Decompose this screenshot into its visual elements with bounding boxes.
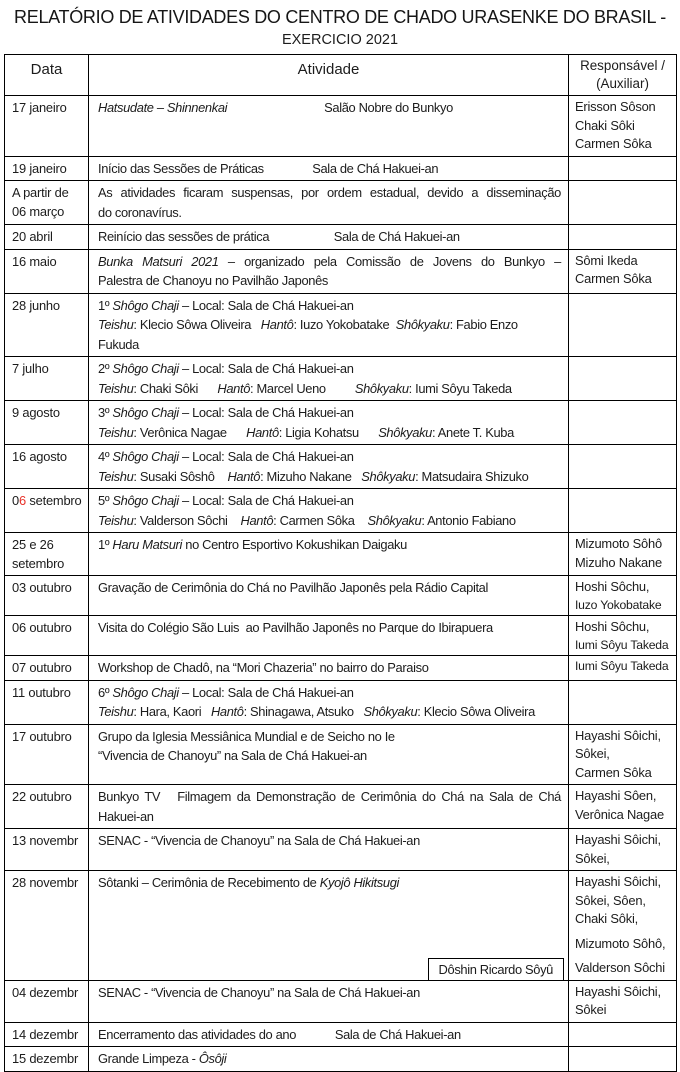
date-cell [5,680,89,724]
date-cell [5,576,89,616]
text-segment: – Local: Sala de Chá Hakuei-an [178,684,354,700]
text-segment: 28 junho [12,297,60,313]
activity-cell [89,357,569,401]
text-segment: no Centro Esportivo Kokushikan Daigaku [182,537,407,552]
responsible-cell [569,616,677,656]
text-segment: – Local: Sala de Chá Hakuei-an [178,405,354,420]
activity-cell [89,156,569,181]
date-line [12,727,86,746]
responsible-cell [569,96,677,157]
text-segment: 6 [18,493,26,508]
responsible-cell [569,1022,677,1047]
date-cell [5,357,89,401]
activity-line [98,831,561,851]
activity-line [98,467,561,487]
date-cell [5,785,89,829]
activity-cell [89,249,569,293]
activity-line [98,423,561,443]
text-segment: : Valderson Sôchi [133,512,241,528]
date-line [12,447,86,466]
activity-line [98,271,561,291]
date-line [12,359,86,378]
text-segment: Kyojô Hikitsugi [319,875,400,890]
activity-line [98,746,561,766]
text-segment: : Mizuho Nakane [260,468,362,484]
date-line [12,252,86,271]
responsible-line: Mizumoto Sôhô [575,536,662,551]
activity-line [98,227,561,247]
table-row [5,445,677,489]
text-segment: Shôgo Chaji [112,684,179,700]
responsible-line: Sôkei, [575,746,610,761]
activity-cell [89,785,569,829]
date-cell [5,533,89,576]
text-segment: Shôgo Chaji [112,405,179,420]
table-row [5,225,677,250]
text-segment: setembro [25,493,82,508]
report-title: RELATÓRIO DE ATIVIDADES DO CENTRO DE CHADO URASENKE DO BRASIL - [14,7,666,27]
responsible-line: Mizuho Nakane [575,554,662,570]
responsible-cell [569,181,677,225]
date-cell [5,96,89,157]
responsible-cell [569,980,677,1022]
text-segment: : Klecio Sôwa Oliveira [133,317,261,332]
date-line [12,202,86,221]
text-segment: Reinício das sessões de prática Sala de Chá Hakuei-an [98,229,460,244]
date-line [12,1025,86,1044]
text-segment: Grupo da Iglesia Messiânica Mundial e de Seicho no Ie [98,728,395,744]
activity-line [98,618,561,638]
table-row [5,576,677,616]
text-segment: SENAC - “Vivencia de Chanoyu” na Sala de Chá Hakuei-an [98,984,420,1000]
date-line [12,618,86,637]
activity-cell [89,656,569,681]
text-segment: 06 outubro [12,620,72,635]
header-responsible [569,55,677,96]
table-row [5,724,677,785]
text-segment: do coronavírus. [98,204,182,220]
activity-line [98,873,561,893]
activity-line [98,403,561,423]
date-cell [5,1022,89,1047]
activity-line [98,252,561,272]
text-segment: 19 janeiro [12,160,67,176]
text-segment: : Carmen Sôka [273,512,368,528]
text-segment: 04 dezembr [12,984,79,1000]
activity-cell [89,489,569,533]
responsible-cell [569,445,677,489]
activity-cell [89,1047,569,1072]
table-row [5,489,677,533]
activity-cell [89,1022,569,1047]
activity-line [98,658,561,678]
header-responsible-line1: Responsável / [580,58,665,73]
activities-table [4,54,677,1072]
text-segment: Bunkyo TV Filmagem da Demonstração de Cerimônia do Chá na Sala de Chá [98,789,561,804]
header-row [5,55,677,96]
date-line [12,98,86,117]
date-cell [5,489,89,533]
responsible-line: Carmen Sôka [575,764,652,780]
text-segment: As atividades ficaram suspensas, por ordem estadual, devido a disseminação [98,185,561,200]
table-row [5,829,677,871]
text-segment: – Local: Sala de Chá Hakuei-an [178,361,354,376]
responsible-line: Hayashi Sôichi, [575,727,661,743]
date-line [12,831,86,850]
text-segment: Hantô [217,380,251,396]
responsible-cell [569,785,677,829]
text-segment: : Antonio Fabiano [421,512,516,528]
date-line [12,403,86,422]
table-row [5,156,677,181]
activity-line [98,1049,561,1069]
text-segment: : Verônica Nagae [133,424,247,440]
activity-line [98,702,561,722]
activity-line [98,983,561,1003]
date-line [12,983,86,1002]
header-date: Data [5,55,89,96]
text-segment: : Klecio Sôwa Oliveira [417,704,535,719]
header-responsible-line2: (Auxiliar) [596,76,649,91]
text-segment: Visita do Colégio São Luis ao Pavilhão Japonês no Parque do Ibirapuera [98,620,493,635]
text-segment: 17 outubro [12,728,72,744]
date-line [12,159,86,178]
note-box: Dôshin Ricardo Sôyû [428,958,564,981]
text-segment: – Local: Sala de Chá Hakuei-an [178,449,354,464]
text-segment: : Fabio Enzo Fukuda [98,317,521,352]
text-segment: Gravação de Cerimônia do Chá no Pavilhão Japonês pela Rádio Capital [98,580,489,595]
date-line [12,535,86,554]
table-row [5,616,677,656]
text-segment: Shôkyaku [367,512,422,528]
report-subtitle: EXERCICIO 2021 [281,32,399,48]
responsible-cell [569,293,677,357]
text-segment: 3º [98,405,113,420]
date-cell [5,156,89,181]
date-line [12,658,86,677]
activity-cell [89,829,569,871]
text-segment: 14 dezembr [12,1026,79,1042]
text-segment: : Anete T. Kuba [432,424,514,440]
text-segment: 07 outubro [12,660,72,675]
text-segment: Shôkyaku [378,424,432,440]
text-segment: – organizado pela Comissão de Jovens do Bunkyo – [218,253,561,269]
date-line [12,873,86,892]
text-segment: Grande Limpeza - [98,1051,199,1066]
text-segment: 11 outubro [12,684,71,700]
table-row [5,1047,677,1072]
responsible-line: Sôkei [575,1002,607,1017]
date-cell [5,445,89,489]
text-segment: 15 dezembr [12,1051,79,1066]
activity-cell [89,680,569,724]
text-segment: Shôgo Chaji [112,297,179,313]
text-segment: Hantô [260,317,294,332]
responsible-cell [569,249,677,293]
date-cell [5,829,89,871]
text-segment: 17 janeiro [12,100,67,115]
text-segment: Ôsôji [198,1051,227,1066]
text-segment: 6º [98,684,113,700]
table-row [5,249,677,293]
activity-cell [89,616,569,656]
date-cell [5,656,89,681]
text-segment: Salão Nobre do Bunkyo [227,100,453,115]
text-segment: 16 maio [12,253,57,269]
text-segment: Hantô [227,468,261,484]
text-segment: 16 agosto [12,449,67,464]
date-cell [5,249,89,293]
text-segment: Teishu [98,317,134,332]
text-segment: 7 julho [12,361,49,376]
responsible-line: Hoshi Sôchu, [575,579,650,594]
text-segment: 4º [98,449,113,464]
date-line [12,296,86,315]
text-segment: – Local: Sala de Chá Hakuei-an [178,297,354,313]
table-row [5,293,677,357]
table-row [5,1022,677,1047]
text-segment: Sôtanki – Cerimônia de Recebimento de [98,875,320,890]
text-segment: 1º [98,537,113,552]
text-segment: Teishu [98,704,134,719]
activity-cell [89,576,569,616]
activity-cell [89,181,569,225]
text-segment: SENAC - “Vivencia de Chanoyu” na Sala de Chá Hakuei-an [98,833,420,848]
responsible-line: Iumi Sôyu Takeda [575,659,669,673]
activity-line [98,535,561,555]
responsible-line: Erisson Sôson [575,99,656,114]
activity-line [98,203,561,223]
responsible-cell [569,357,677,401]
text-segment: Shôkyaku [354,380,409,396]
date-line [12,578,86,597]
text-segment: setembro [12,556,65,571]
responsible-line: Iumi Sôyu Takeda [575,637,669,652]
table-row [5,96,677,157]
responsible-line: Valderson Sôchi [575,960,665,975]
activity-line [98,447,561,467]
responsible-cell [569,156,677,181]
responsible-line: Iuzo Yokobatake [575,597,662,612]
date-cell [5,1047,89,1072]
text-segment: Hakuei-an [98,808,154,824]
responsible-line: Sôkei, Sôen, [575,892,646,908]
text-segment: : Matsudaira Shizuko [415,468,529,484]
text-segment: 25 e 26 [12,537,54,552]
responsible-cell [569,576,677,616]
text-segment: Palestra de Chanoyu no Pavilhão Japonês [98,273,329,288]
table-row [5,401,677,445]
activity-line [98,379,561,399]
activity-cell [89,401,569,445]
text-segment: 22 outubro [12,789,72,804]
date-line [12,491,86,510]
date-cell [5,724,89,785]
text-segment: : Susaki Sôshô [133,468,228,484]
text-segment: : Chaki Sôki [133,380,218,396]
text-segment: Hatsudate – Shinnenkai [98,100,228,115]
text-segment: Haru Matsuri [112,537,183,552]
text-segment: Início das Sessões de Práticas Sala de Chá Hakuei-an [98,160,439,176]
activity-line [98,683,561,703]
activity-line [98,491,561,511]
text-segment: Encerramento das atividades do ano Sala de Chá Hakuei-an [98,1026,461,1042]
text-segment: 28 novembr [12,875,79,890]
text-segment: 03 outubro [12,580,72,595]
activity-cell [89,445,569,489]
responsible-line: Carmen Sôka [575,271,652,286]
text-segment: – Local: Sala de Chá Hakuei-an [178,493,354,508]
text-segment: Teishu [98,468,134,484]
activity-line [98,787,561,807]
responsible-line: Verônica Nagae [575,806,664,822]
activity-cell [89,225,569,250]
date-cell [5,980,89,1022]
text-segment: 1º [98,297,113,313]
text-segment: Shôkyaku [361,468,416,484]
text-segment: 06 março [12,204,65,219]
table-row [5,656,677,681]
responsible-cell [569,871,677,981]
responsible-line: Carmen Sôka [575,136,652,151]
activity-line [98,807,561,827]
date-cell [5,225,89,250]
date-cell [5,181,89,225]
text-segment: Hantô [246,424,279,440]
date-line [12,227,86,246]
text-segment: Shôkyaku [363,704,418,719]
text-segment: 20 abril [12,229,53,244]
activity-cell [89,980,569,1022]
text-segment: Bunka Matsuri 2021 [98,253,219,269]
text-segment: Shôgo Chaji [112,361,179,376]
table-row [5,785,677,829]
date-cell [5,293,89,357]
activity-line [98,159,561,179]
text-segment: Teishu [98,380,134,396]
date-cell [5,871,89,981]
header-activity: Atividade [89,55,569,96]
text-segment: Teishu [98,424,134,440]
table-row [5,871,677,981]
activity-line [98,315,561,354]
responsible-cell [569,829,677,871]
responsible-cell [569,680,677,724]
activity-line [98,359,561,379]
text-segment: Shôkyaku [395,317,450,332]
activity-line [98,98,561,118]
activity-cell [89,293,569,357]
text-segment: : Marcel Ueno [250,380,355,396]
responsible-line: Hayashi Sôichi, [575,832,661,847]
table-row [5,181,677,225]
text-segment: : Iumi Sôyu Takeda [408,380,512,396]
date-cell [5,616,89,656]
activity-line [98,578,561,598]
responsible-line: Hayashi Sôen, [575,788,657,803]
text-segment: Shôgo Chaji [112,449,179,464]
text-segment: : Hara, Kaori [133,704,211,719]
text-segment: : Iuzo Yokobatake [293,317,396,332]
date-line [12,1049,86,1068]
responsible-cell [569,656,677,681]
text-segment: 0 [12,493,19,508]
responsible-cell [569,225,677,250]
responsible-cell [569,533,677,576]
activity-line [98,727,561,747]
activity-line [98,296,561,316]
date-line [12,683,86,702]
responsible-cell [569,1047,677,1072]
responsible-line: Sôkei, [575,850,610,866]
responsible-line: Chaki Sôki, [575,911,638,926]
date-line [12,787,86,806]
responsible-line: Hayashi Sôichi, [575,874,661,889]
activity-cell [89,533,569,576]
responsible-cell [569,401,677,445]
activity-cell [89,96,569,157]
text-segment: 2º [98,361,113,376]
table-row [5,357,677,401]
responsible-line: Sômi Ikeda [575,252,638,268]
responsible-line: Hoshi Sôchu, [575,619,650,634]
activity-line [98,511,561,531]
responsible-line: Chaki Sôki [575,117,635,133]
responsible-cell [569,489,677,533]
text-segment: 9 agosto [12,405,60,420]
text-segment: : Ligia Kohatsu [278,424,379,440]
activity-line [98,1025,561,1045]
text-segment: A partir de [12,185,69,200]
activity-line [98,183,561,203]
responsible-line: Hayashi Sôichi, [575,983,661,999]
text-segment: Shôgo Chaji [112,493,179,508]
table-body [5,96,677,1072]
date-line [12,183,86,202]
table-row [5,533,677,576]
text-segment: Hantô [210,704,244,719]
text-segment: : Shinagawa, Atsuko [243,704,364,719]
responsible-line: Mizumoto Sôhô, [575,935,666,951]
activity-cell [89,871,569,981]
text-segment: 13 novembr [12,833,79,848]
table-row [5,980,677,1022]
date-cell [5,401,89,445]
text-segment: “Vivencia de Chanoyu” na Sala de Chá Hakuei-an [98,748,367,763]
text-segment: Hantô [240,512,274,528]
date-line [12,554,86,573]
text-segment: 5º [98,493,113,508]
table-row [5,680,677,724]
responsible-cell [569,724,677,785]
text-segment: Workshop de Chadô, na “Mori Chazeria” no bairro do Paraiso [98,660,429,675]
text-segment: Teishu [98,512,134,528]
activity-cell [89,724,569,785]
